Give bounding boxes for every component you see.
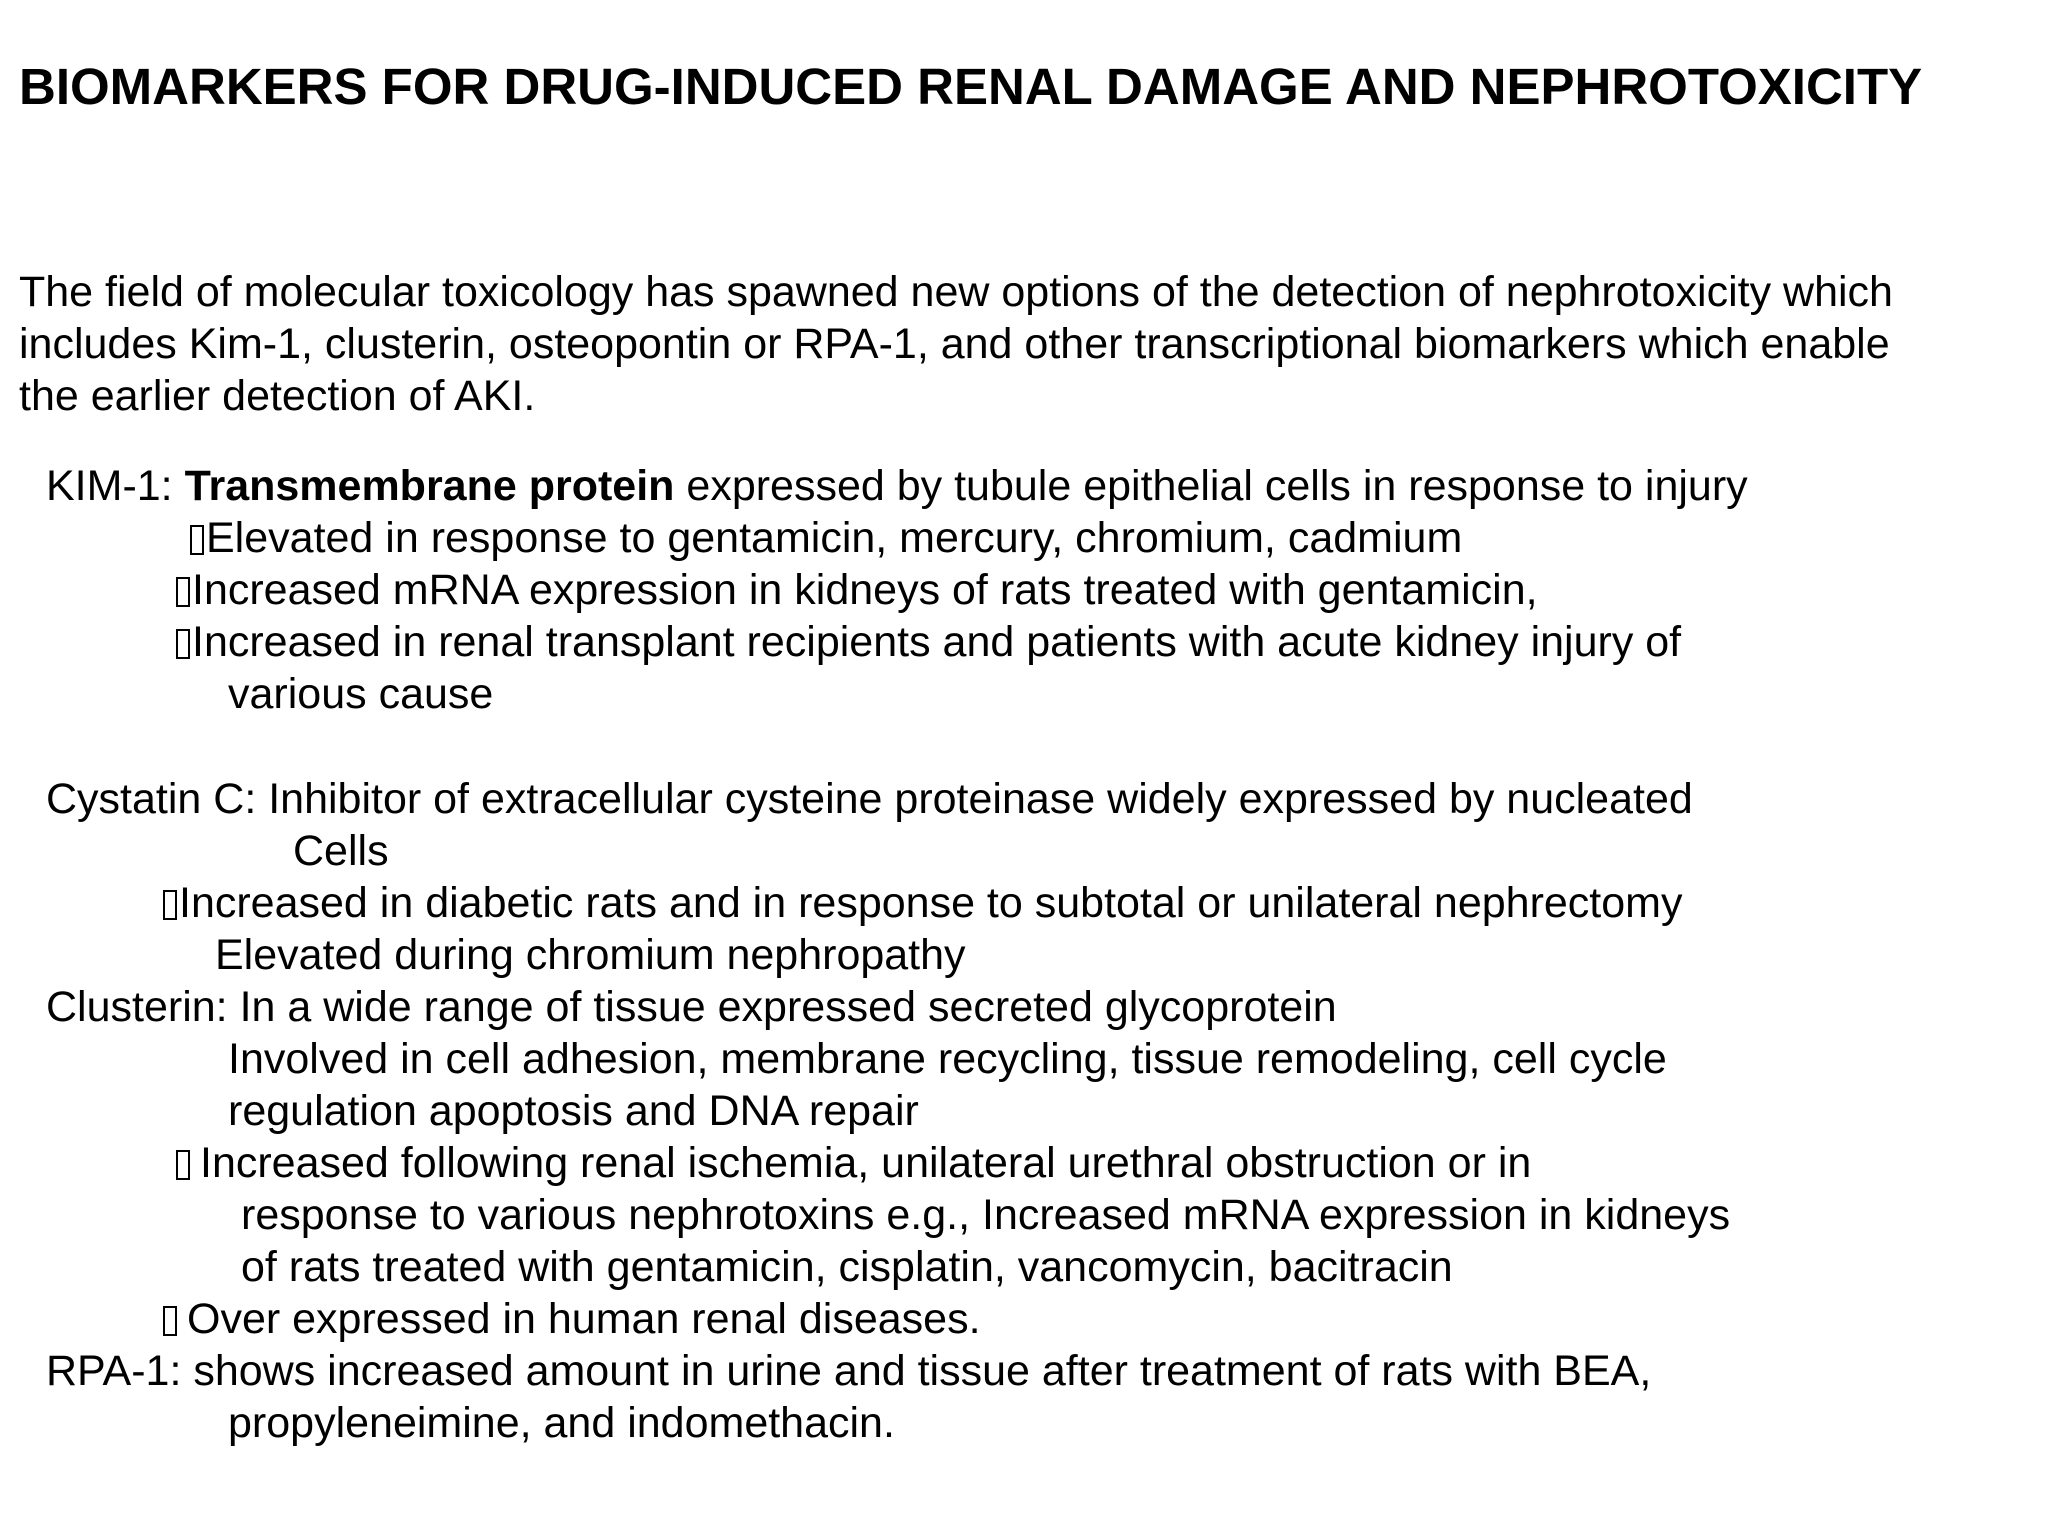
clusterin-line: regulation apoptosis and DNA repair [228,1087,919,1135]
kim1-bold-term: Transmembrane protein [184,462,675,510]
kim1-label: KIM-1: [46,462,185,510]
kim1-bullet [190,512,1462,564]
bullet-text: Over expressed in human renal diseases. [187,1295,981,1343]
clusterin-bullet-continuation: of rats treated with gentamicin, cisplatin, vancomycin, bacitracin [241,1243,1453,1291]
kim1-bullet [176,564,1538,616]
kim1-bullet [176,616,1681,668]
rpa1-heading: RPA-1: shows increased amount in urine and tissue after treatment of rats with BEA, [46,1347,1652,1395]
intro-line: The field of molecular toxicology has spawned new options of the detection of nephrotoxicity which [19,268,1893,316]
cystatin-heading: Cystatin C: Inhibitor of extracellular cysteine proteinase widely expressed by nucleated [46,775,1693,823]
bullet-text: Increased mRNA expression in kidneys of rats treated with gentamicin, [192,566,1538,614]
intro-paragraph [19,266,2039,422]
clusterin-bullet-continuation: response to various nephrotoxins e.g., Increased mRNA expression in kidneys [241,1191,1731,1239]
intro-line: includes Kim-1, clusterin, osteopontin or RPA-1, and other transcriptional biomarkers which enable [19,320,1890,368]
bullet-icon [163,890,177,920]
bullet-icon [176,1150,190,1180]
bullet-text: Increased in renal transplant recipients and patients with acute kidney injury of [192,618,1682,666]
bullet-icon [176,577,190,607]
clusterin-line: Involved in cell adhesion, membrane recycling, tissue remodeling, cell cycle [228,1035,1667,1083]
kim1-description: expressed by tubule epithelial cells in response to injury [674,462,1748,510]
clusterin-bullet [163,1293,981,1345]
cystatin-line: Elevated during chromium nephropathy [215,931,966,979]
bullet-icon [176,629,190,659]
bullet-text: Elevated in response to gentamicin, mercury, chromium, cadmium [206,514,1463,562]
bullet-text: Increased following renal ischemia, unilateral urethral obstruction or in [200,1139,1532,1187]
bullet-icon [163,1306,177,1336]
cystatin-heading-continuation: Cells [293,827,389,875]
clusterin-bullet [176,1137,1531,1189]
cystatin-bullet [163,877,1683,929]
rpa1-continuation: propyleneimine, and indomethacin. [228,1399,895,1447]
bullet-text: Increased in diabetic rats and in response to subtotal or unilateral nephrectomy [179,879,1683,927]
intro-line: the earlier detection of AKI. [19,372,536,420]
bullet-icon [190,525,204,555]
kim1-heading [46,460,1748,512]
clusterin-heading: Clusterin: In a wide range of tissue expressed secreted glycoprotein [46,983,1337,1031]
kim1-bullet-continuation: various cause [228,670,494,718]
page-title: BIOMARKERS FOR DRUG-INDUCED RENAL DAMAGE AND NEPHROTOXICITY [19,58,1923,115]
